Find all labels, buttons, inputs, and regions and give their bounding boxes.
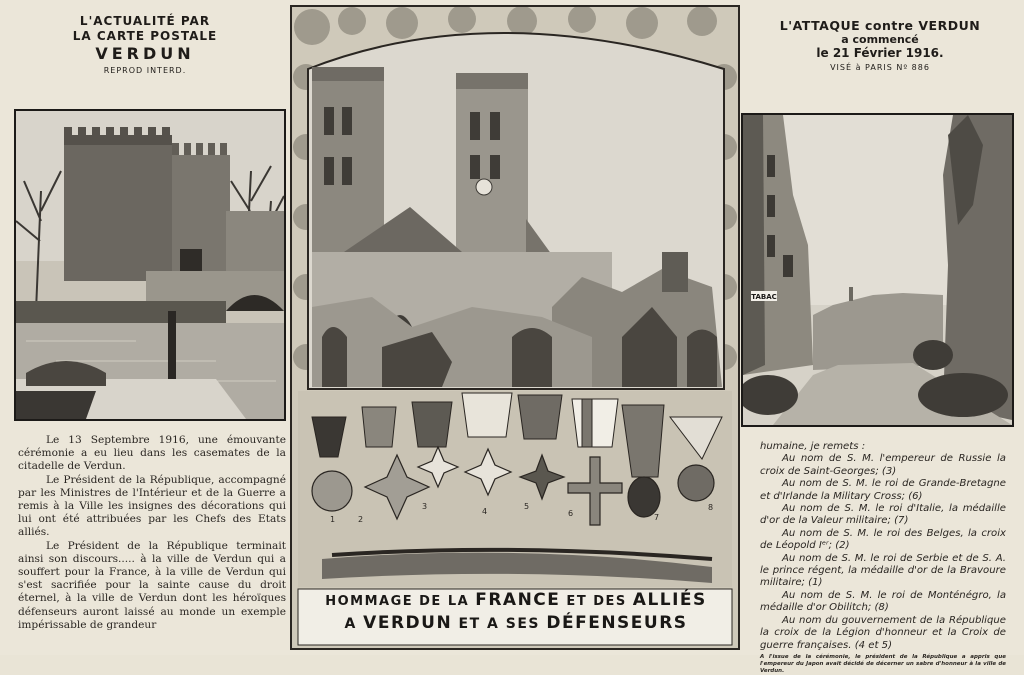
medal-number: 7	[654, 513, 660, 522]
photo-citadel-towers	[14, 109, 286, 421]
header-left-title: VERDUN	[95, 44, 195, 63]
header-left-line2: LA CARTE POSTALE	[72, 29, 218, 43]
medal-number: 1	[330, 515, 336, 524]
paragraph: Au nom de S. M. le roi de Serbie et de S. A. le prince régent, la médaille d'or de la Bravoure militaire; (1)	[760, 552, 1006, 589]
footnote: A l'issue de la cérémonie, le président de la République a appris que l'empereur du Japon avait décidé de décerner un sabre d'honneur à la ville de Verdun.	[760, 653, 1006, 674]
paragraph: Au nom de S. M. l'empereur de Russie la croix de Saint-Georges; (3)	[760, 453, 1006, 477]
medal-number: 5	[524, 502, 530, 511]
photo-ruined-street	[741, 113, 1014, 427]
header-right-date: le 21 Février 1916.	[816, 46, 944, 60]
medal-number: 4	[482, 507, 488, 516]
paragraph: Le Président de la République terminait ainsi son discours..... à la ville de Verdun qui a souffert pour la France, à la ville de Verdun qui s'est sacrifiée pour la sainte cause du droit éternel, à la ville de Verdun dont les héroïques défenseurs auront laissé au monde un exemple impérissable de grandeur	[18, 539, 286, 631]
paragraph: Le 13 Septembre 1916, une émouvante cérémonie a eu lieu dans les casemates de la citadelle de Verdun.	[18, 434, 286, 473]
paragraph: humaine, je remets :	[760, 441, 866, 452]
paragraph: Au nom de S. M. le roi de Grande-Bretagne et d'Irlande la Military Cross; (6)	[760, 478, 1006, 502]
text-left-column	[18, 434, 286, 632]
header-right	[760, 18, 1000, 72]
center-caption	[300, 590, 732, 635]
center-frame	[290, 5, 740, 650]
caption-part: ALLIÉS	[632, 590, 707, 610]
header-right-line2: a commencé	[841, 33, 919, 46]
caption-part: DÉFENSEURS	[546, 613, 688, 633]
caption-part: ET DES	[560, 594, 633, 609]
paragraph: Au nom de S. M. le roi de Monténégro, la médaille d'or Obilitch; (8)	[760, 589, 1006, 614]
text-right-column	[760, 441, 1006, 675]
paragraph: Au nom de S. M. le roi des Belges, la croix de Léopold Iᵉʳ; (2)	[760, 527, 1006, 552]
medal-number: 6	[568, 509, 574, 518]
caption-part: HOMMAGE DE LA	[325, 594, 476, 609]
caption-part: ET A SES	[452, 616, 547, 632]
caption-part: VERDUN	[363, 613, 453, 633]
header-right-line1: L'ATTAQUE contre VERDUN	[779, 18, 981, 33]
center-illustration	[292, 7, 738, 648]
medal-number: 3	[422, 502, 428, 511]
header-left	[30, 14, 260, 75]
header-right-vise: VISÉ à PARIS Nº 886	[830, 63, 930, 72]
paragraph: Au nom du gouvernement de la République la croix de la Légion d'honneur et la Croix de guerre françaises. (4 et 5)	[760, 614, 1006, 651]
tabac-sign: TABAC	[751, 293, 777, 301]
paragraph: Le Président de la République, accompagné par les Ministres de l'Intérieur et de la Guerre a remis à la Ville les insignes des décorations qui lui ont été attribuées par les Chefs des Etats alliés.	[18, 473, 286, 539]
paragraph: Au nom de S. M. le roi d'Italie, la médaille d'or de la Valeur militaire; (7)	[760, 503, 1006, 527]
caption-line2	[300, 612, 732, 635]
photo-cathedral	[308, 33, 724, 389]
caption-part: A	[344, 616, 364, 632]
medals-panel	[298, 391, 732, 587]
header-left-line1: L'ACTUALITÉ PAR	[79, 14, 211, 28]
caption-part: FRANCE	[475, 590, 561, 610]
medal-number: 8	[708, 503, 714, 512]
medal-number: 2	[358, 515, 364, 524]
header-left-reprod: REPROD INTERD.	[103, 66, 187, 75]
caption-line1	[300, 590, 732, 612]
